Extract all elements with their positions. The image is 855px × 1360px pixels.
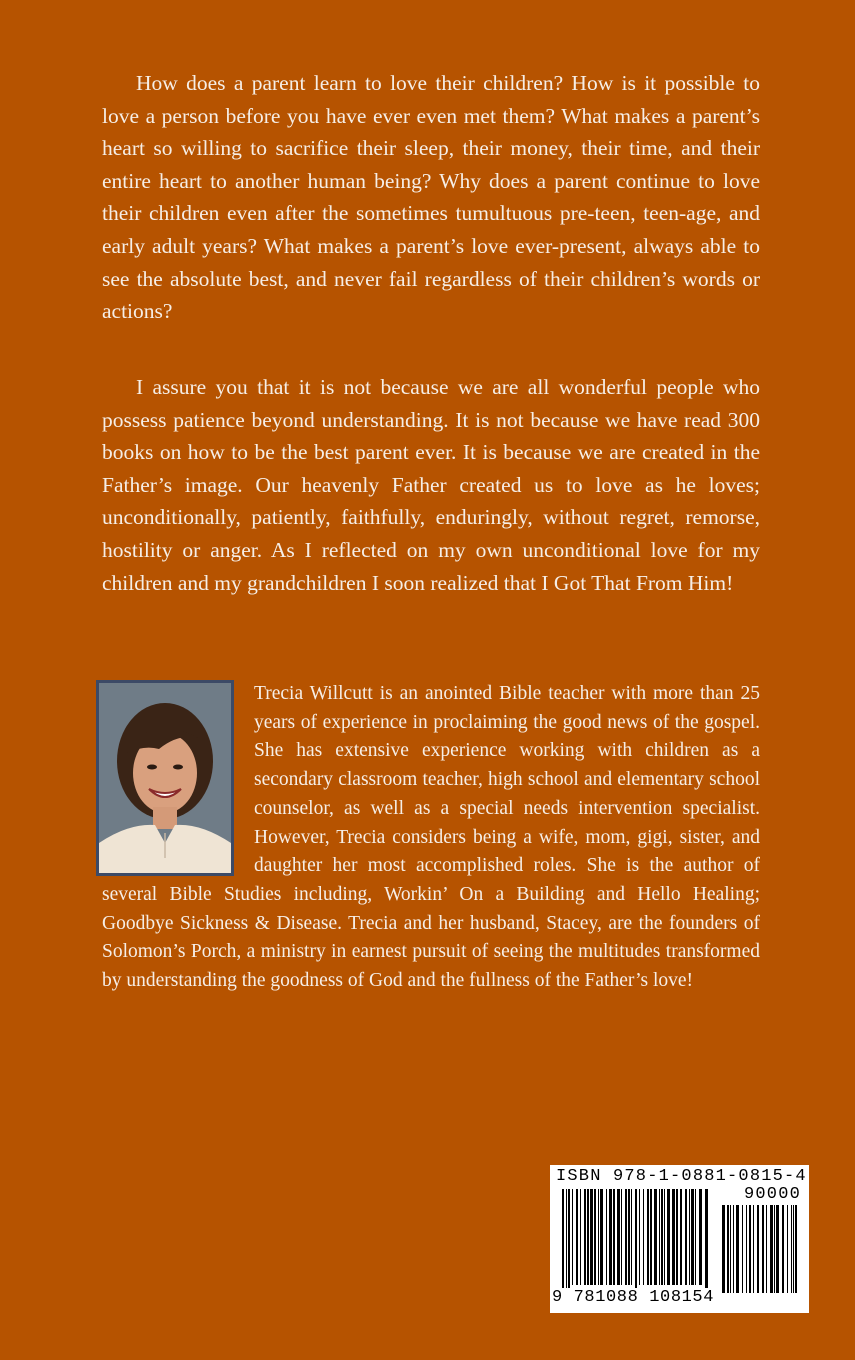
- barcode-bar: [680, 1189, 682, 1285]
- barcode-bar: [613, 1189, 615, 1285]
- barcode-bar: [609, 1189, 612, 1285]
- barcode-bar: [730, 1205, 731, 1293]
- barcode-bar: [685, 1189, 687, 1285]
- barcode-bar: [587, 1189, 589, 1285]
- barcode-bar: [795, 1205, 797, 1293]
- barcode-bar: [722, 1205, 725, 1293]
- barcode-bar: [742, 1205, 743, 1293]
- barcode-bar: [699, 1189, 702, 1285]
- isbn-label: ISBN 978-1-0881-0815-4: [556, 1167, 807, 1186]
- barcode-bar: [617, 1189, 620, 1285]
- author-bio-text: Trecia Willcutt is an anointed Bible teacher with more than 25 years of experience in proclaiming the good news of the gospel. She has extensive experience working with children as a secondary classroom teacher, high school and elementary school counselor, as well as a special needs intervention specialist. However, Trecia considers being a wife, mom, gigi, sister, and daughter her most accomplished roles. She is the author of several Bible Studies including, Workin’ On a Building and Hello Healing; Goodbye Sickness & Disease. Trecia and her husband, Stacey, are the founders of Solomon’s Porch, a ministry in earnest pursuit of seeing the multitudes transformed by understanding the goodness of God and the fullness of the Father’s love!: [102, 683, 760, 992]
- author-photo: [96, 680, 234, 876]
- barcode-bar: [650, 1189, 652, 1285]
- barcode-bar: [757, 1205, 759, 1293]
- barcode-bar: [791, 1205, 792, 1293]
- barcode-bar: [606, 1189, 607, 1285]
- barcode-bar: [659, 1189, 660, 1285]
- barcode-bar: [667, 1189, 670, 1285]
- barcode-bar: [782, 1205, 784, 1293]
- barcode-bar: [749, 1205, 751, 1293]
- barcode-bar: [695, 1189, 696, 1285]
- barcode-bar: [776, 1205, 779, 1293]
- blurb-paragraph-2: I assure you that it is not because we are all wonderful people who possess patience beyond understanding. It is not because we have read 300 books on how to be the best parent ever. It is because we are created in the Father’s image. Our heavenly Father created us to love as he loves; unconditionally, patiently, faithfully, enduringly, without regret, remorse, hostility or anger. As I reflected on my own unconditional love for my children and my grandchildren I soon realized that I Got That From Him!: [102, 375, 760, 595]
- barcode-bar: [766, 1205, 767, 1293]
- barcode-bar: [628, 1189, 630, 1285]
- barcode-bar: [762, 1205, 764, 1293]
- barcode-bar: [625, 1189, 627, 1285]
- barcode-bar: [600, 1189, 603, 1285]
- barcode-bar: [590, 1189, 593, 1285]
- barcode-bar: [647, 1189, 649, 1285]
- barcode-bar: [635, 1189, 637, 1293]
- barcode-bar: [787, 1205, 788, 1293]
- barcode-bar: [793, 1205, 794, 1293]
- isbn-barcode: [550, 1165, 809, 1313]
- barcode-bar: [705, 1189, 708, 1293]
- barcode-bar: [580, 1189, 581, 1285]
- barcode-bar: [672, 1189, 675, 1285]
- barcode-bar: [691, 1189, 694, 1285]
- barcode-bar: [598, 1189, 599, 1285]
- barcode-bar: [584, 1189, 586, 1285]
- price-code: 90000: [743, 1185, 801, 1204]
- barcode-bar: [562, 1189, 564, 1293]
- barcode-bar: [689, 1189, 690, 1285]
- barcode-bar: [631, 1189, 632, 1285]
- barcode-bar: [643, 1189, 644, 1285]
- barcode-bars: [562, 1189, 802, 1293]
- barcode-bar: [727, 1205, 729, 1293]
- barcode-bar: [774, 1205, 775, 1293]
- barcode-bar: [664, 1189, 665, 1285]
- barcode-bar: [676, 1189, 678, 1285]
- barcode-bar: [746, 1205, 747, 1293]
- barcode-bar: [753, 1205, 754, 1293]
- barcode-bar: [568, 1189, 570, 1293]
- barcode-bar: [733, 1205, 734, 1293]
- barcode-bar: [661, 1189, 663, 1285]
- barcode-bar: [594, 1189, 596, 1285]
- barcode-bar: [654, 1189, 657, 1285]
- barcode-bar: [736, 1205, 739, 1293]
- barcode-bar: [572, 1189, 573, 1285]
- author-bio-section: [102, 680, 760, 996]
- barcode-bar: [576, 1189, 578, 1285]
- barcode-bar: [621, 1189, 622, 1285]
- barcode-bar: [566, 1189, 567, 1293]
- blurb-paragraph-1: How does a parent learn to love their children? How is it possible to love a person before you have ever even met them? What makes a parent’s heart so willing to sacrifice their sleep, their money, their time, and their entire heart to another human being? Why does a parent continue to love their children even after the sometimes tumultuous pre-teen, teen-age, and early adult years? What makes a parent’s love ever-present, always able to see the absolute best, and never fail regardless of their children’s words or actions?: [102, 71, 760, 324]
- ean-digits: 9 781088 108154: [552, 1288, 715, 1307]
- barcode-bar: [770, 1205, 773, 1293]
- barcode-bar: [639, 1189, 640, 1285]
